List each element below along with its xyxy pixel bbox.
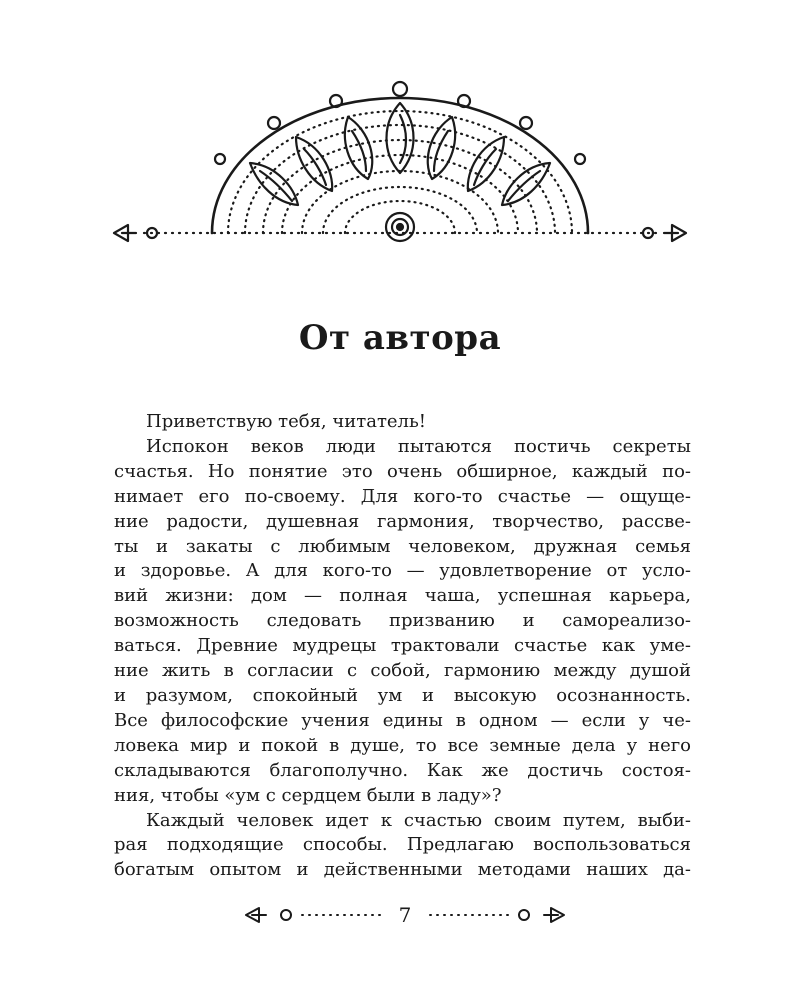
text-line: богатым опытом и действенными методами наших да- <box>114 859 691 881</box>
text-line: Испокон веков люди пытаются постичь секреты <box>146 435 691 457</box>
chapter-body <box>114 410 691 883</box>
text-line: Приветствую тебя, читатель! <box>146 411 427 432</box>
text-line: нимает его по-своему. Для кого-то счастье — ощуще- <box>114 485 691 507</box>
text-line: Каждый человек идет к счастью своим путем, выби- <box>146 809 691 831</box>
text-line: вий жизни: дом — полная чаша, успешная карьера, <box>114 585 691 607</box>
text-line: рая подходящие способы. Предлагаю воспользоваться <box>114 834 691 856</box>
text-line: ваться. Древние мудрецы трактовали счастье как уме- <box>114 635 691 657</box>
text-line: возможность следовать призванию и самореализо- <box>114 610 691 632</box>
paragraph <box>114 809 691 884</box>
text-line: и здоровье. А для кого-то — удовлетворение от усло- <box>114 560 691 582</box>
text-line: Все философские учения едины в одном — если у че- <box>114 709 691 731</box>
paragraph <box>114 435 691 809</box>
text-line: счастья. Но понятие это очень обширное, каждый по- <box>114 460 691 482</box>
text-line: складываются благополучно. Как же достичь состоя- <box>114 759 691 781</box>
text-line: ние жить в согласии с собой, гармонию между душой <box>114 660 691 682</box>
text-line: ния, чтобы «ум с сердцем были в ладу»? <box>114 784 502 806</box>
text-line: ты и закаты с любимым человеком, дружная семья <box>114 535 691 557</box>
page-footer <box>240 900 570 930</box>
sun-lotus-ornament-icon <box>100 75 700 255</box>
text-line: и разумом, спокойный ум и высокую осознанность. <box>114 684 691 706</box>
paragraph <box>114 410 691 435</box>
chapter-title: От автора <box>298 318 502 358</box>
text-line: ловека мир и покой в душе, то все земные дела у него <box>114 734 691 756</box>
page-number: 7 <box>398 903 412 927</box>
text-line: ние радости, душевная гармония, творчество, рассве- <box>114 510 691 532</box>
